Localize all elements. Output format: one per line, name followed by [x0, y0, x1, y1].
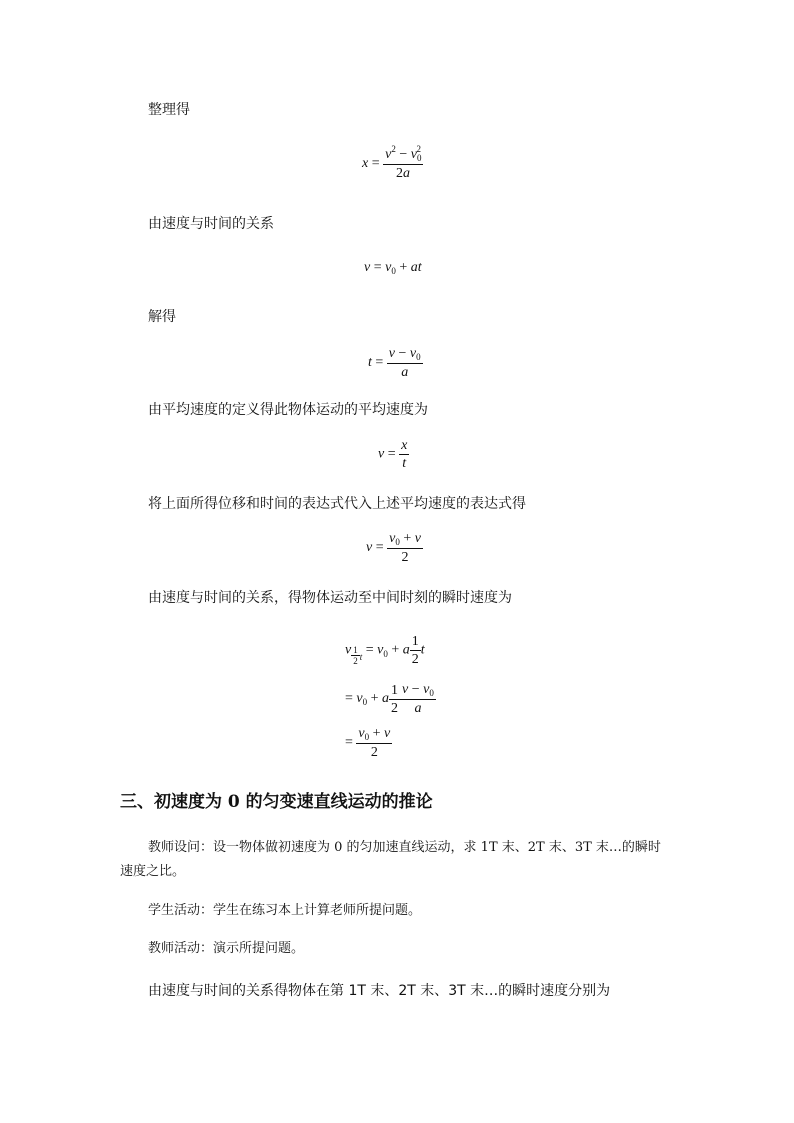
section-heading: 三、初速度为 0 的匀变速直线运动的推论 — [120, 792, 433, 812]
equation-midpoint-line-3: = $\frac{v_0 + v}{2}$ — [345, 726, 391, 760]
teacher-question-line-2: 速度之比。 — [120, 864, 186, 879]
paragraph-4: 由平均速度的定义得此物体运动的平均速度为 — [148, 402, 428, 418]
paragraph-last: 由速度与时间的关系得物体在第 1T 末、2T 末、3T 末…的瞬时速度分别为 — [148, 983, 611, 999]
equation-midpoint-line-1: v $\frac{1}{2}$ $_t = v_0 + a$ $\frac{1}{2}$ t — [345, 634, 425, 667]
paragraph-5: 将上面所得位移和时间的表达式代入上述平均速度的表达式得 — [148, 496, 526, 512]
equation-midpoint-line-2: = $v_0 + a$ $\frac{1}{2}$ $\frac{v - v_0}{a}$ — [345, 682, 434, 716]
equation-average-velocity: v = $\frac{x}{t}$ — [378, 438, 408, 471]
student-activity: 学生活动：学生在练习本上计算老师所提问题。 — [148, 903, 422, 918]
equation-displacement: x = $\frac{v^2 - v_0^2}{2a}$ — [362, 144, 422, 181]
equation-average-result: v = $\frac{v_0 + v}{2}$ — [366, 531, 421, 565]
paragraph-3: 解得 — [148, 309, 176, 325]
teacher-activity: 教师活动：演示所提问题。 — [148, 941, 305, 956]
equation-velocity: $v = v_0$ + at — [364, 260, 422, 276]
equation-time: t = $\frac{v - v_0}{a}$ — [368, 346, 421, 380]
paragraph-6: 由速度与时间的关系，得物体运动至中间时刻的瞬时速度为 — [148, 590, 512, 606]
paragraph-1: 整理得 — [148, 102, 190, 118]
paragraph-2: 由速度与时间的关系 — [148, 216, 274, 232]
teacher-question-line-1: 教师设问：设一物体做初速度为 0 的匀加速直线运动，求 1T 末、2T 末、3T 末…的瞬时 — [148, 840, 661, 855]
